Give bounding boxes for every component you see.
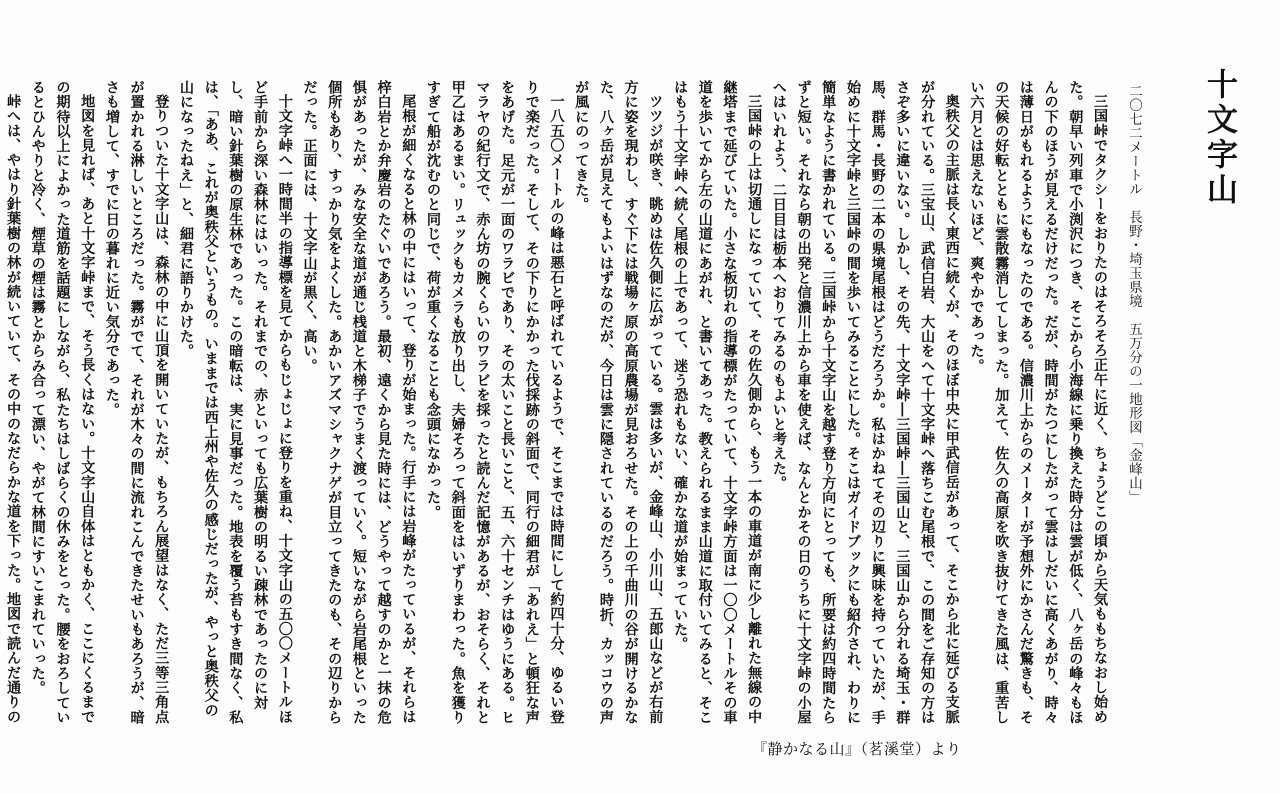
paragraph: 三国峠でタクシーをおりたのはそろそろ正午に近く、ちょうどこの頃から天気ももちなおし始めた。朝早い列車で小渕沢につき、そこから小海線に乗り換えた時分は雲が低く、八ヶ岳の峰々もほんの下のほうが見えるだけだった。だが、時間がたつにしたがって雲はしだいに高くあがり、時々は薄日がもれるようにもなったのである。信濃川上からのメーターが予想外にかさんだ驚きも、その天候の好転とともに雲散霧消してしまった。加えて、佐久の高原を吹き抜けてきた風は、重苦しい六月とは思えないほど、爽やかであった。 <box>968 80 1108 725</box>
source-credit: 『静かなる山』（茗溪堂）より <box>752 740 962 758</box>
paragraph: 登りついた十文字山は、森林の中に山頂を開いていたが、もちろん展望はなく、ただ三等三角点が置かれる淋しいところだった。霧がでて、それが木々の間に流れこんできたせいもあろうが、暗さも増して、すでに日の暮れに近い気分であった。 <box>103 80 170 725</box>
mountain-info: 二〇七二メートル 長野・埼玉県境 五万分の一地形図「金峰山」 <box>1126 84 1142 504</box>
paragraph: 十文字峠へ一時間半の指導標を見てからもじょじょに登りを重ね、十文字山の五〇〇メートルほど手前から深い森林にはいった。それまでの、赤といっても広葉樹の明るい疎林であったのに対し、暗い針葉樹の原生林であった。この暗転は、実に見事だった。地表を覆う苔もすき間なく、私は、「ああ、これが奥秩父というもの。いままでは西上州や佐久の感じだったが、やっと奥秩父の山になったねえ」と、細君に語りかけた。 <box>177 80 293 725</box>
paragraph: 地図を見れば、あと十文字峠まで、そう長くはない。十文字山自体はともかく、ここにくるまでの期待以上によかった道筋を話題にしながら、私たちはしばらくの休みをとった。腰をおろしているとひんやりと冷く、煙草の煙は霧とからみ合って漂い、やがて林間にすいこまれていった。 <box>29 80 96 725</box>
paragraph: 奥秩父の主脈は長く東西に続くが、そのほぼ中央に甲武信岳があって、そこから北に延びる支脈が分れている。三宝山、武信白岩、大山をへて十文字峠へ落ちこむ尾根で、この間をご存知の方はさぞ多いに違いない。しかし、その先、十文字峠―三国峠―三国山と、三国山から分れる埼玉・群馬、群馬・長野の二本の県境尾根はどうだろうか。私はかねてその辺りに興味を持っていたが、手始めに十文字峠と三国峠の間を歩いてみることにした。そこはガイドブックにも紹介され、わりに簡単なように書かれている。三国峠から十文字山を越す登り方向にとっても、所要は約四時間たらずと短い。それなら朝の出発と信濃川上から車を使えば、なんとかその日のうちに十文字峠の小屋へはいれよう、二日目は栃本へおりてみるのもよいと考えた。 <box>770 80 960 725</box>
essay-body <box>5 80 1112 730</box>
paragraph: 尾根が細くなると林の中にはいって、登りが始まった。行手には岩峰がたっているが、それらは梓白岩とか弁慶岩のたぐいであろう。最初、遠くから見た時には、どうやって越すのかと一抹の危惧があったが、みな安全な道が通じ桟道と木梯子でうまく渡っていく。短いながら岩尾根といった個所もあり、すっかり気をよくした。あかいアズマシャクナゲが目立ってきたのも、その辺りからだった。正面には、十文字山が黒く、高い。 <box>301 80 417 725</box>
paragraph: 一八五〇メートルの峰は悪石と呼ばれているようで、そこまでは時間にして約四十分、ゆるい登りで楽だった。そして、その下りにかかった伐採跡の斜面で、同行の細君が「あれえ」と頓狂な声をあげた。足元が一面のワラビであり、その太いこと長いこと、五、六十センチはゆうにある。ヒマラヤの紀行文で、赤ん坊の腕くらいのワラビを採ったと読んだ記憶があるが、おそらく、それと甲乙はあるまい。リュックもカメラも放り出し、夫婦そろって斜面をはいずりまわった。魚を獲りすぎて船が沈むのと同じで、荷が重くなることも念頭になかった。 <box>425 80 565 725</box>
paragraph: 峠へは、やはり針葉樹の林が続いていて、その中のなだらかな道を下った。地図で読んだ通りの <box>5 94 22 725</box>
essay-title: 十文字山 <box>1201 68 1237 208</box>
paragraph: ツツジが咲き、眺めは佐久側に広がっている。雲は多いが、金峰山、小川山、五郎山などが右前方に姿を現わし、すぐ下には戦場ヶ原の高原農場が見おろせた。その上の千曲川の谷が開けるかなた、八ヶ岳が見えてもよいはずなのだが、今日は雲に隠されているのだろう。時折、カッコウの声が風にのってきた。 <box>573 80 664 725</box>
paragraph: 三国峠の上は切通しになっていて、その佐久側から、もう一本の車道が南に少し離れた無線の中継塔まで延びていた。小さな板切れの指導標がたっていて、十文字峠方面は一〇〇メートルその車道を歩いてから左の山道にあがれ、と書いてあった。教えられるまま山道に取付いてみると、そこはもう十文字峠へ続く尾根の上であって、迷う恐れもない、確かな道が始まっていた。 <box>672 80 763 725</box>
